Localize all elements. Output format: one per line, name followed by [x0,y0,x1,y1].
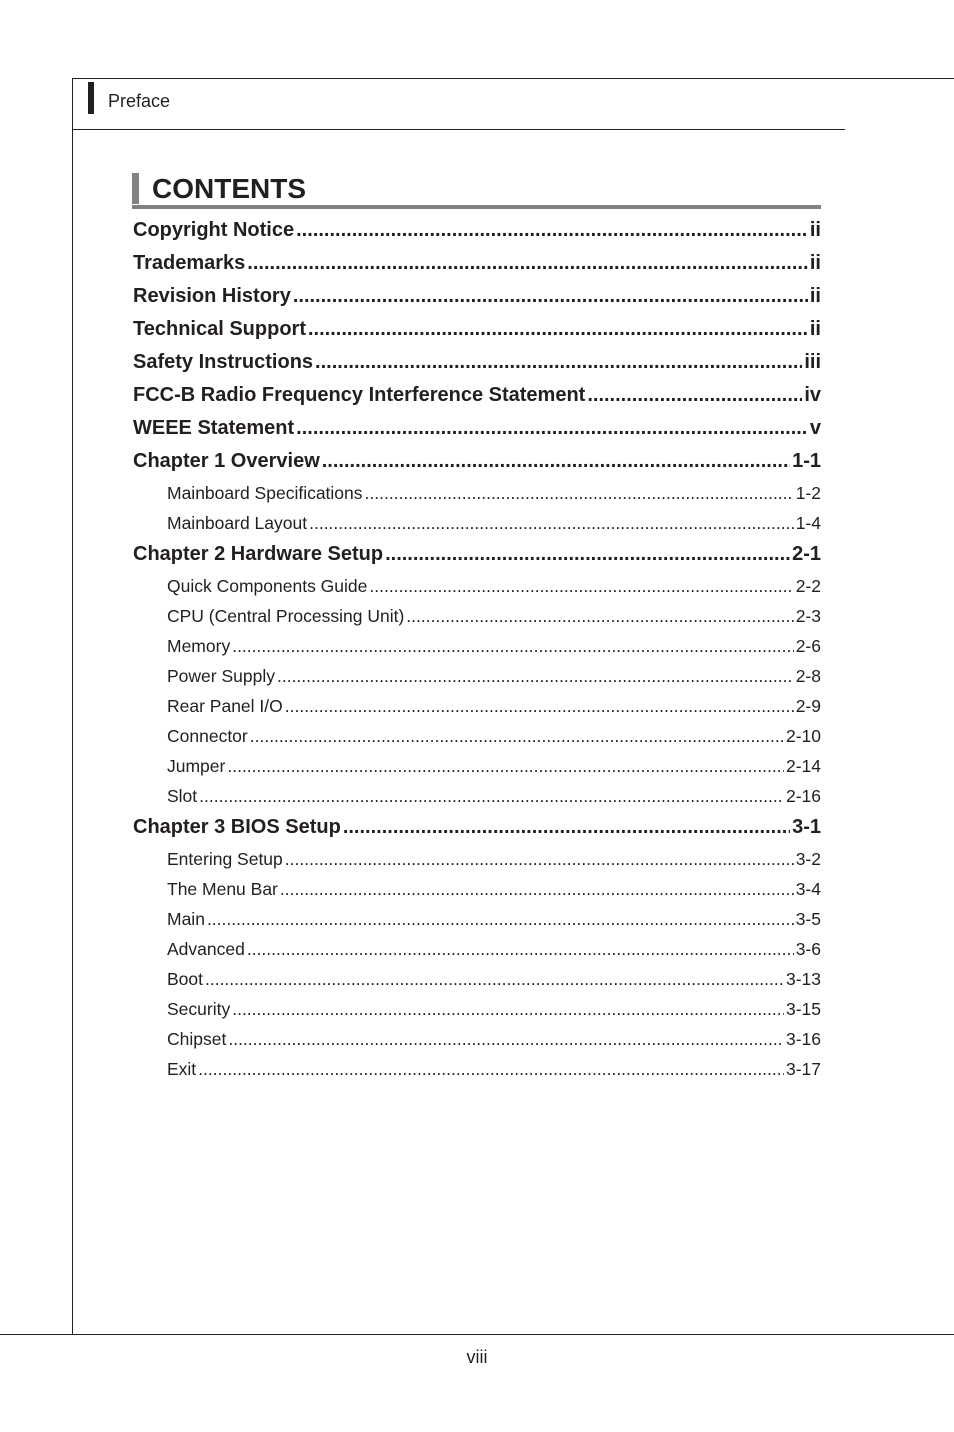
toc-dot-leader [205,964,784,994]
toc-entry-title: Safety Instructions [133,351,314,373]
toc-entry-title: FCC-B Radio Frequency Interference Statement [133,384,586,406]
toc-entry-page: 2-16 [785,786,821,806]
toc-dot-leader [385,538,790,571]
toc-entry-title: Memory [167,636,231,656]
toc-entry[interactable] [133,379,821,412]
toc-subentry[interactable] [133,994,821,1024]
toc-entry-page: 3-16 [785,1029,821,1049]
toc-entry[interactable] [133,811,821,844]
header-bottom-rule [72,129,845,130]
toc-entry-title: Copyright Notice [133,219,295,241]
toc-dot-leader [296,412,808,445]
toc-entry-title: Quick Components Guide [167,576,368,596]
toc-subentry[interactable] [133,661,821,691]
toc-subentry[interactable] [133,691,821,721]
toc-entry[interactable] [133,445,821,478]
toc-entry-title: CPU (Central Processing Unit) [167,606,405,626]
toc-dot-leader [199,781,784,811]
toc-entry-page: 3-1 [792,816,821,838]
toc-entry-page: 3-4 [795,879,821,899]
toc-entry-page: 3-15 [785,999,821,1019]
toc-subentry[interactable] [133,1054,821,1084]
toc-dot-leader [247,247,808,280]
toc-dot-leader [285,844,794,874]
toc-entry[interactable] [133,247,821,280]
running-header: Preface [108,91,171,111]
toc-entry-page: 3-6 [795,939,821,959]
toc-entry-page: 3-17 [785,1059,821,1079]
toc-entry-page: 2-1 [792,543,821,565]
toc-entry-page: 2-14 [785,756,821,776]
toc-dot-leader [280,874,794,904]
title-underline [132,205,821,209]
toc-entry-title: Revision History [133,285,291,307]
toc-dot-leader [198,1054,784,1084]
toc-dot-leader [296,214,808,247]
toc-subentry[interactable] [133,904,821,934]
toc-entry-title: Jumper [167,756,226,776]
toc-entry-page: v [809,417,821,439]
toc-subentry[interactable] [133,844,821,874]
toc-subentry[interactable] [133,478,821,508]
toc-entry[interactable] [133,214,821,247]
toc-subentry[interactable] [133,601,821,631]
toc-subentry[interactable] [133,508,821,538]
toc-entry-title: Rear Panel I/O [167,696,283,716]
toc-dot-leader [365,478,794,508]
toc-entry-title: Advanced [167,939,245,959]
toc-entry-title: Boot [167,969,203,989]
toc-entry-title: Main [167,909,205,929]
toc-dot-leader [250,721,784,751]
frame-bottom-rule [0,1334,954,1335]
page-number: viii [466,1347,488,1367]
toc-subentry[interactable] [133,631,821,661]
contents-title: CONTENTS [152,173,306,204]
toc-subentry[interactable] [133,1024,821,1054]
toc-dot-leader [285,691,794,721]
toc-entry-title: Entering Setup [167,849,283,869]
toc-entry-title: Chapter 1 Overview [133,450,320,472]
toc-entry-title: The Menu Bar [167,879,278,899]
toc-entry[interactable] [133,313,821,346]
toc-dot-leader [277,661,794,691]
table-of-contents [133,214,821,1084]
toc-dot-leader [406,601,793,631]
toc-dot-leader [322,445,790,478]
toc-entry-page: 2-2 [795,576,821,596]
toc-entry-page: iii [804,351,821,373]
toc-entry-page: 2-6 [795,636,821,656]
toc-entry-page: 3-2 [795,849,821,869]
toc-entry-title: Connector [167,726,248,746]
toc-entry-page: 1-2 [795,483,821,503]
toc-dot-leader [232,994,784,1024]
toc-dot-leader [227,751,784,781]
toc-entry-page: ii [809,285,821,307]
toc-entry-title: Exit [167,1059,197,1079]
toc-entry-title: Chapter 3 BIOS Setup [133,816,341,838]
toc-entry-page: 2-8 [795,666,821,686]
toc-dot-leader [309,508,794,538]
toc-entry[interactable] [133,280,821,313]
toc-dot-leader [369,571,793,601]
toc-subentry[interactable] [133,571,821,601]
toc-subentry[interactable] [133,934,821,964]
toc-entry-page: 1-4 [795,513,821,533]
toc-dot-leader [247,934,794,964]
toc-entry-page: 1-1 [792,450,821,472]
toc-entry-title: Power Supply [167,666,275,686]
toc-dot-leader [343,811,790,844]
toc-entry[interactable] [133,346,821,379]
toc-dot-leader [207,904,794,934]
toc-entry-title: Technical Support [133,318,306,340]
header-marker-bar [88,82,94,114]
toc-entry-title: Chapter 2 Hardware Setup [133,543,384,565]
toc-dot-leader [587,379,802,412]
toc-entry-title: Trademarks [133,252,246,274]
toc-entry-page: 2-9 [795,696,821,716]
toc-entry-page: 3-5 [795,909,821,929]
toc-subentry[interactable] [133,751,821,781]
toc-entry-title: Mainboard Layout [167,513,308,533]
toc-dot-leader [228,1024,784,1054]
toc-entry-title: Mainboard Specifications [167,483,363,503]
toc-dot-leader [315,346,802,379]
toc-entry-page: 2-3 [795,606,821,626]
toc-entry-page: ii [809,252,821,274]
toc-subentry[interactable] [133,874,821,904]
title-marker-bar [132,173,139,204]
toc-dot-leader [293,280,808,313]
toc-entry-title: WEEE Statement [133,417,295,439]
toc-entry-title: Security [167,999,231,1019]
toc-entry-page: 2-10 [785,726,821,746]
frame-left-rule [72,78,73,1335]
toc-dot-leader [308,313,808,346]
toc-dot-leader [232,631,794,661]
toc-entry-page: ii [809,318,821,340]
frame-top-rule [72,78,954,79]
toc-entry-page: ii [809,219,821,241]
toc-entry[interactable] [133,412,821,445]
toc-subentry[interactable] [133,964,821,994]
toc-subentry[interactable] [133,781,821,811]
toc-subentry[interactable] [133,721,821,751]
toc-entry-page: 3-13 [785,969,821,989]
toc-entry-page: iv [804,384,821,406]
toc-entry-title: Slot [167,786,198,806]
toc-entry-title: Chipset [167,1029,227,1049]
toc-entry[interactable] [133,538,821,571]
